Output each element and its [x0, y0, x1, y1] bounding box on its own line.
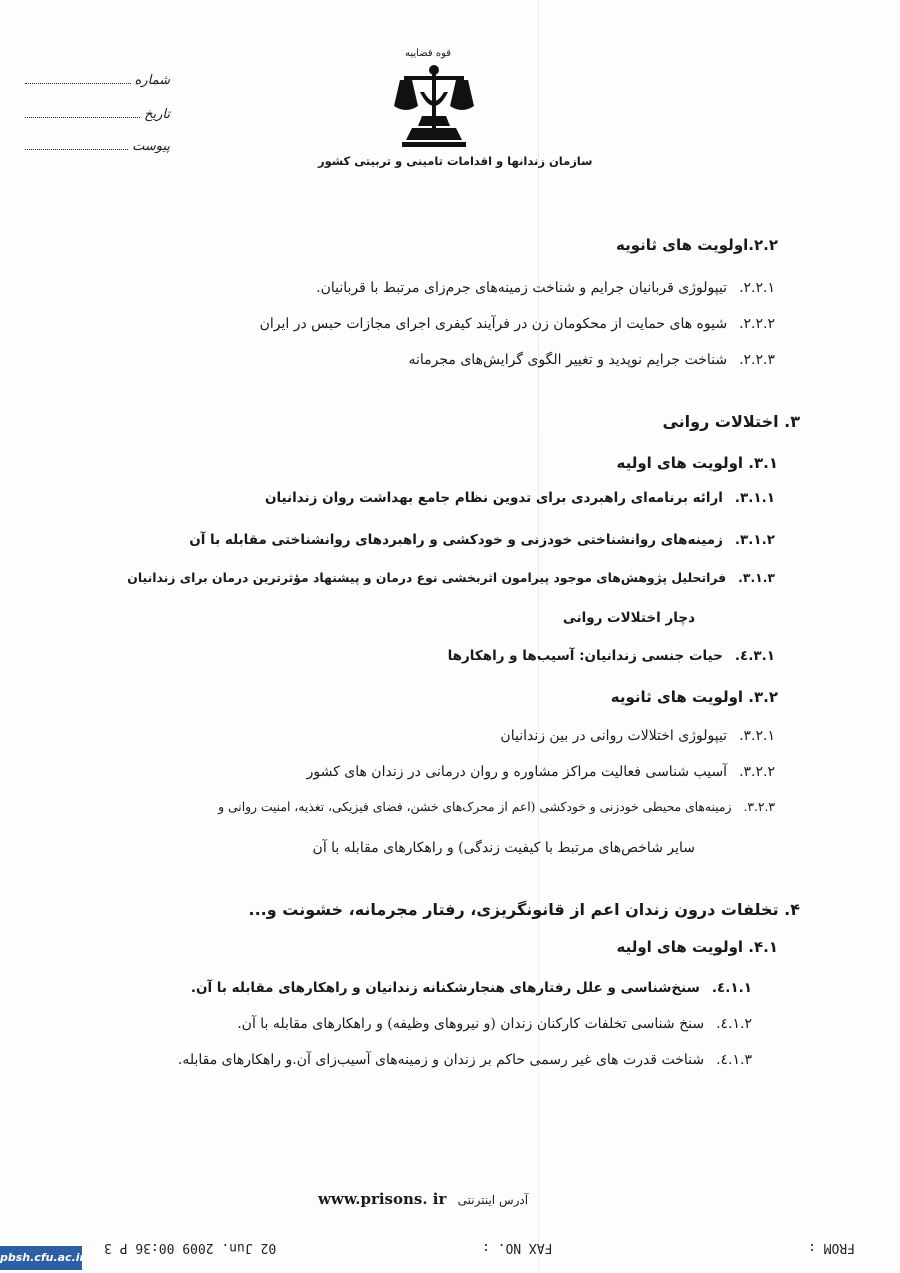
meta-dots	[25, 117, 140, 118]
list-item	[189, 532, 775, 548]
list-item	[307, 764, 775, 780]
meta-number-field	[25, 68, 170, 88]
item-number: ٤.١.٢.	[716, 1016, 752, 1032]
item-number: ۳.۱.۳.	[738, 570, 775, 585]
list-item	[178, 1052, 752, 1068]
heading-3-1-primary-priorities: ۳.۱. اولویت های اولیه	[616, 454, 778, 472]
heading-3-mental-disorders: ۳. اختلالات روانی	[662, 412, 800, 431]
item-text: ارائه برنامه‌ای راهبردی برای تدوین نظام جامع بهداشت روان زندانیان	[264, 490, 723, 506]
scales-of-justice-emblem-icon	[392, 62, 476, 152]
item-number: ٤.١.١.	[711, 980, 752, 996]
item-continuation: دچار اختلالات روانی	[562, 610, 695, 626]
item-text: فراتحلیل پژوهش‌های موجود پیرامون اثربخشی نوع درمان و پیشنهاد مؤثرترین درمان برای زندانیان	[127, 570, 727, 585]
heading-2-2-secondary-priorities: ۲.۲.اولویت های ثانویه	[616, 236, 778, 254]
item-text: تیپولوژی اختلالات روانی در بین زندانیان	[500, 728, 728, 744]
item-number: ۲.۲.۳.	[739, 352, 775, 368]
item-number: ۳.۱.۱.	[734, 490, 775, 506]
source-watermark-badge: pbsh.cfu.ac.ir	[0, 1246, 82, 1270]
item-text: شیوه های حمایت از محکومان زن در فرآیند کیفری اجرای مجازات حبس در ایران	[259, 316, 728, 332]
item-number: ۳.۱.٤.	[734, 648, 775, 664]
list-item	[316, 280, 775, 296]
item-number: ۲.۲.۱.	[739, 280, 775, 296]
item-text: سنخ شناسی تخلفات کارکنان زندان (و نیروهای وظیفه) و راهکارهای مقابله با آن.	[237, 1016, 705, 1032]
fax-from: FROM :	[808, 1240, 855, 1255]
meta-attachment-label: پیوست	[132, 139, 170, 154]
website-label: آدرس اینترنتی	[457, 1193, 529, 1207]
list-item	[265, 490, 775, 506]
meta-date-field	[25, 102, 170, 122]
list-item	[191, 980, 752, 996]
heading-3-2-secondary-priorities: ۳.۲. اولویت های ثانویه	[610, 688, 778, 706]
fax-timestamp: 02 Jun. 2009 00:36 P 3	[104, 1240, 277, 1255]
meta-dots	[25, 83, 131, 84]
footer-website	[318, 1190, 528, 1208]
list-item	[127, 570, 775, 585]
meta-dots	[25, 149, 128, 150]
list-item	[218, 800, 775, 814]
judiciary-title: قوه قضاییه	[405, 48, 452, 59]
item-text: حیات جنسی زندانیان: آسیب‌ها و راهکارها	[447, 648, 723, 664]
fax-number: FAX NO. :	[482, 1240, 553, 1255]
meta-attachment-field	[25, 134, 170, 154]
item-text: شناخت جرایم نوپدید و تغییر الگوی گرایش‌های مجرمانه	[408, 352, 728, 368]
heading-4-1-primary-priorities: ۴.۱. اولویت های اولیه	[616, 938, 778, 956]
meta-number-label: شماره	[134, 73, 170, 88]
item-number: ۳.۲.۲.	[739, 764, 775, 780]
item-text: آسیب شناسی فعالیت مراکز مشاوره و روان درمانی در زندان های کشور	[306, 764, 728, 780]
item-number: ۳.۱.۲.	[734, 532, 775, 548]
list-item	[260, 316, 775, 332]
item-text: زمینه‌های محیطی خودزنی و خودکشی (اعم از محرک‌های خشن، فضای فیزیکی، تغذیه، امنیت روانی و	[218, 800, 732, 814]
list-item	[500, 728, 775, 744]
list-item	[237, 1016, 752, 1032]
page-fold-line	[538, 0, 539, 1273]
item-number: ۳.۲.۳.	[743, 800, 775, 814]
item-text: شناخت قدرت های غیر رسمی حاکم بر زندان و زمینه‌های آسیب‌زای آن.و راهکارهای مقابله.	[177, 1052, 705, 1068]
item-number: ۲.۲.۲.	[739, 316, 775, 332]
website-url: www.prisons. ir	[318, 1190, 447, 1208]
item-number: ٤.١.٣.	[716, 1052, 752, 1068]
heading-4-prison-violations: ۴. تخلفات درون زندان اعم از قانونگریزی، رفتار مجرمانه، خشونت و...	[248, 900, 800, 919]
list-item	[408, 352, 775, 368]
list-item	[448, 648, 775, 664]
item-text: سنخ‌شناسی و علل رفتارهای هنجارشکنانه زندانیان و راهکارهای مقابله با آن.	[190, 980, 700, 996]
meta-date-label: تاریخ	[144, 107, 170, 122]
organization-name: سازمان زندانها و اقدامات تامینی و تربیتی کشور	[318, 154, 593, 168]
item-number: ۳.۲.۱.	[739, 728, 775, 744]
item-continuation: سایر شاخص‌های مرتبط با کیفیت زندگی) و راهکارهای مقابله با آن	[312, 840, 695, 856]
item-text: تیپولوژی قربانیان جرایم و شناخت زمینه‌های جرم‌زای مرتبط با قربانیان.	[316, 280, 728, 296]
item-text: زمینه‌های روانشناختی خودزنی و خودکشی و راهبردهای روانشناختی مقابله با آن	[189, 532, 723, 548]
